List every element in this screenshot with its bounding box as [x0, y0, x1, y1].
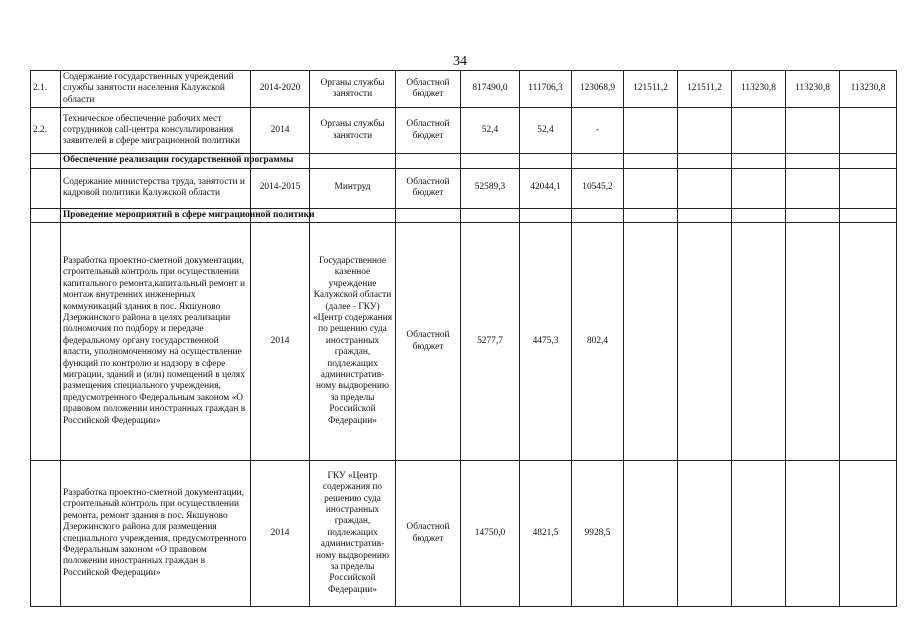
implementation-years: 2014-2020: [251, 71, 310, 108]
amount-2014: 42044,1: [520, 168, 572, 208]
executor: [310, 208, 396, 222]
page-number: 34: [453, 54, 467, 69]
amount-2014: 4821,5: [520, 461, 572, 607]
amount-2017: [678, 154, 732, 168]
table-row: [31, 168, 897, 208]
section-title: Обеспечение реализации государственной программы: [61, 154, 251, 168]
amount-2015: 10545,2: [572, 168, 624, 208]
section-header-row: [31, 154, 897, 168]
amount-2018: [732, 223, 786, 461]
amount-2020: [840, 208, 897, 222]
table-row: [31, 461, 897, 607]
row-number: 2.1.: [31, 71, 61, 108]
total-amount: 817490,0: [461, 71, 520, 108]
amount-2018: [732, 208, 786, 222]
amount-2018: [732, 154, 786, 168]
amount-2017: [678, 108, 732, 154]
amount-2020: [840, 108, 897, 154]
executor: [310, 154, 396, 168]
row-number: [31, 168, 61, 208]
row-number: 2.2.: [31, 108, 61, 154]
funding-source: Областной бюджет: [396, 223, 461, 461]
measure-name: Техническое обеспечение рабочих мест сотрудников call-центра консультирования заявителей в сфере миграционной политики: [61, 108, 251, 154]
amount-2018: [732, 168, 786, 208]
funding-source: Областной бюджет: [396, 168, 461, 208]
amount-2015: 9928,5: [572, 461, 624, 607]
amount-2020: [840, 461, 897, 607]
total-amount: 52,4: [461, 108, 520, 154]
executor: Органы службы занятости: [310, 108, 396, 154]
table-row: [31, 223, 897, 461]
table-row: [31, 71, 897, 108]
amount-2019: [786, 208, 840, 222]
row-number: [31, 223, 61, 461]
total-amount: 5277,7: [461, 223, 520, 461]
row-number: [31, 461, 61, 607]
amount-2020: 113230,8: [840, 71, 897, 108]
amount-2014: 52,4: [520, 108, 572, 154]
amount-2016: [624, 461, 678, 607]
section-header-row: [31, 208, 897, 222]
funding-source: Областной бюджет: [396, 461, 461, 607]
total-amount: 52589,3: [461, 168, 520, 208]
funding-source: [396, 154, 461, 168]
amount-2018: 113230,8: [732, 71, 786, 108]
funding-source: Областной бюджет: [396, 108, 461, 154]
amount-2017: [678, 461, 732, 607]
amount-2019: 113230,8: [786, 71, 840, 108]
section-title: Проведение мероприятий в сфере миграционной политики: [61, 208, 251, 222]
amount-2019: [786, 108, 840, 154]
amount-2016: 121511,2: [624, 71, 678, 108]
amount-2017: 121511,2: [678, 71, 732, 108]
implementation-years: 2014: [251, 461, 310, 607]
amount-2017: [678, 168, 732, 208]
amount-2019: [786, 223, 840, 461]
executor: Органы службы занятости: [310, 71, 396, 108]
total-amount: [461, 208, 520, 222]
implementation-years: 2014: [251, 108, 310, 154]
amount-2014: [520, 154, 572, 168]
amount-2015: 123068,9: [572, 71, 624, 108]
measure-name: Разработка проектно-сметной документации, строительный контроль при осуществлении капитального ремонта,капитальный ремонт и монтаж внутренних инженерных коммуникаций здания в пос. Якшуново Дзержинского района в целях реализации полномочия по подбору и передаче федеральному органу государственной власти, уполномоченному на осуществление функций по контролю и надзору в сфере миграции, зданий и (или) помещений в целях размещения специального учреждения, предусмотренного Федеральным законом «О правовом положении иностранных граждан в Российской Федерации»: [61, 223, 251, 461]
amount-2016: [624, 168, 678, 208]
amount-2015: 802,4: [572, 223, 624, 461]
amount-2020: [840, 154, 897, 168]
amount-2014: [520, 208, 572, 222]
amount-2015: -: [572, 108, 624, 154]
implementation-years: 2014-2015: [251, 168, 310, 208]
total-amount: [461, 154, 520, 168]
table-row: [31, 108, 897, 154]
executor: Минтруд: [310, 168, 396, 208]
amount-2014: 4475,3: [520, 223, 572, 461]
amount-2019: [786, 461, 840, 607]
amount-2016: [624, 223, 678, 461]
measure-name: Содержание государственных учреждений службы занятости населения Калужской области: [61, 71, 251, 108]
executor: Государственное казенное учреждение Калужской области (далее - ГКУ) «Центр содержания по решению суда иностранных граждан, подлежащих административ-ному выдворению за пределы Российской Федерации»: [310, 223, 396, 461]
program-table: [30, 70, 897, 607]
amount-2014: 111706,3: [520, 71, 572, 108]
funding-source: [396, 208, 461, 222]
amount-2019: [786, 154, 840, 168]
implementation-years: 2014: [251, 223, 310, 461]
amount-2020: [840, 223, 897, 461]
total-amount: 14750,0: [461, 461, 520, 607]
measure-name: Разработка проектно-сметной документации, строительный контроль при осуществлении ремонта, ремонт здания в пос. Якшуново Дзержинского района для размещения специального учреждения, предусмотренного Федеральным законом «О правовом положении иностранных граждан в Российской Федерации»: [61, 461, 251, 607]
amount-2020: [840, 168, 897, 208]
amount-2017: [678, 223, 732, 461]
amount-2018: [732, 108, 786, 154]
amount-2018: [732, 461, 786, 607]
amount-2017: [678, 208, 732, 222]
row-number: [31, 154, 61, 168]
amount-2016: [624, 108, 678, 154]
amount-2019: [786, 168, 840, 208]
row-number: [31, 208, 61, 222]
amount-2015: [572, 208, 624, 222]
amount-2016: [624, 154, 678, 168]
funding-source: Областной бюджет: [396, 71, 461, 108]
amount-2015: [572, 154, 624, 168]
amount-2016: [624, 208, 678, 222]
measure-name: Содержание министерства труда, занятости и кадровой политики Калужской области: [61, 168, 251, 208]
executor: ГКУ «Центр содержания по решению суда иностранных граждан, подлежащих административ-ному выдворению за пределы Российской Федерации»: [310, 461, 396, 607]
